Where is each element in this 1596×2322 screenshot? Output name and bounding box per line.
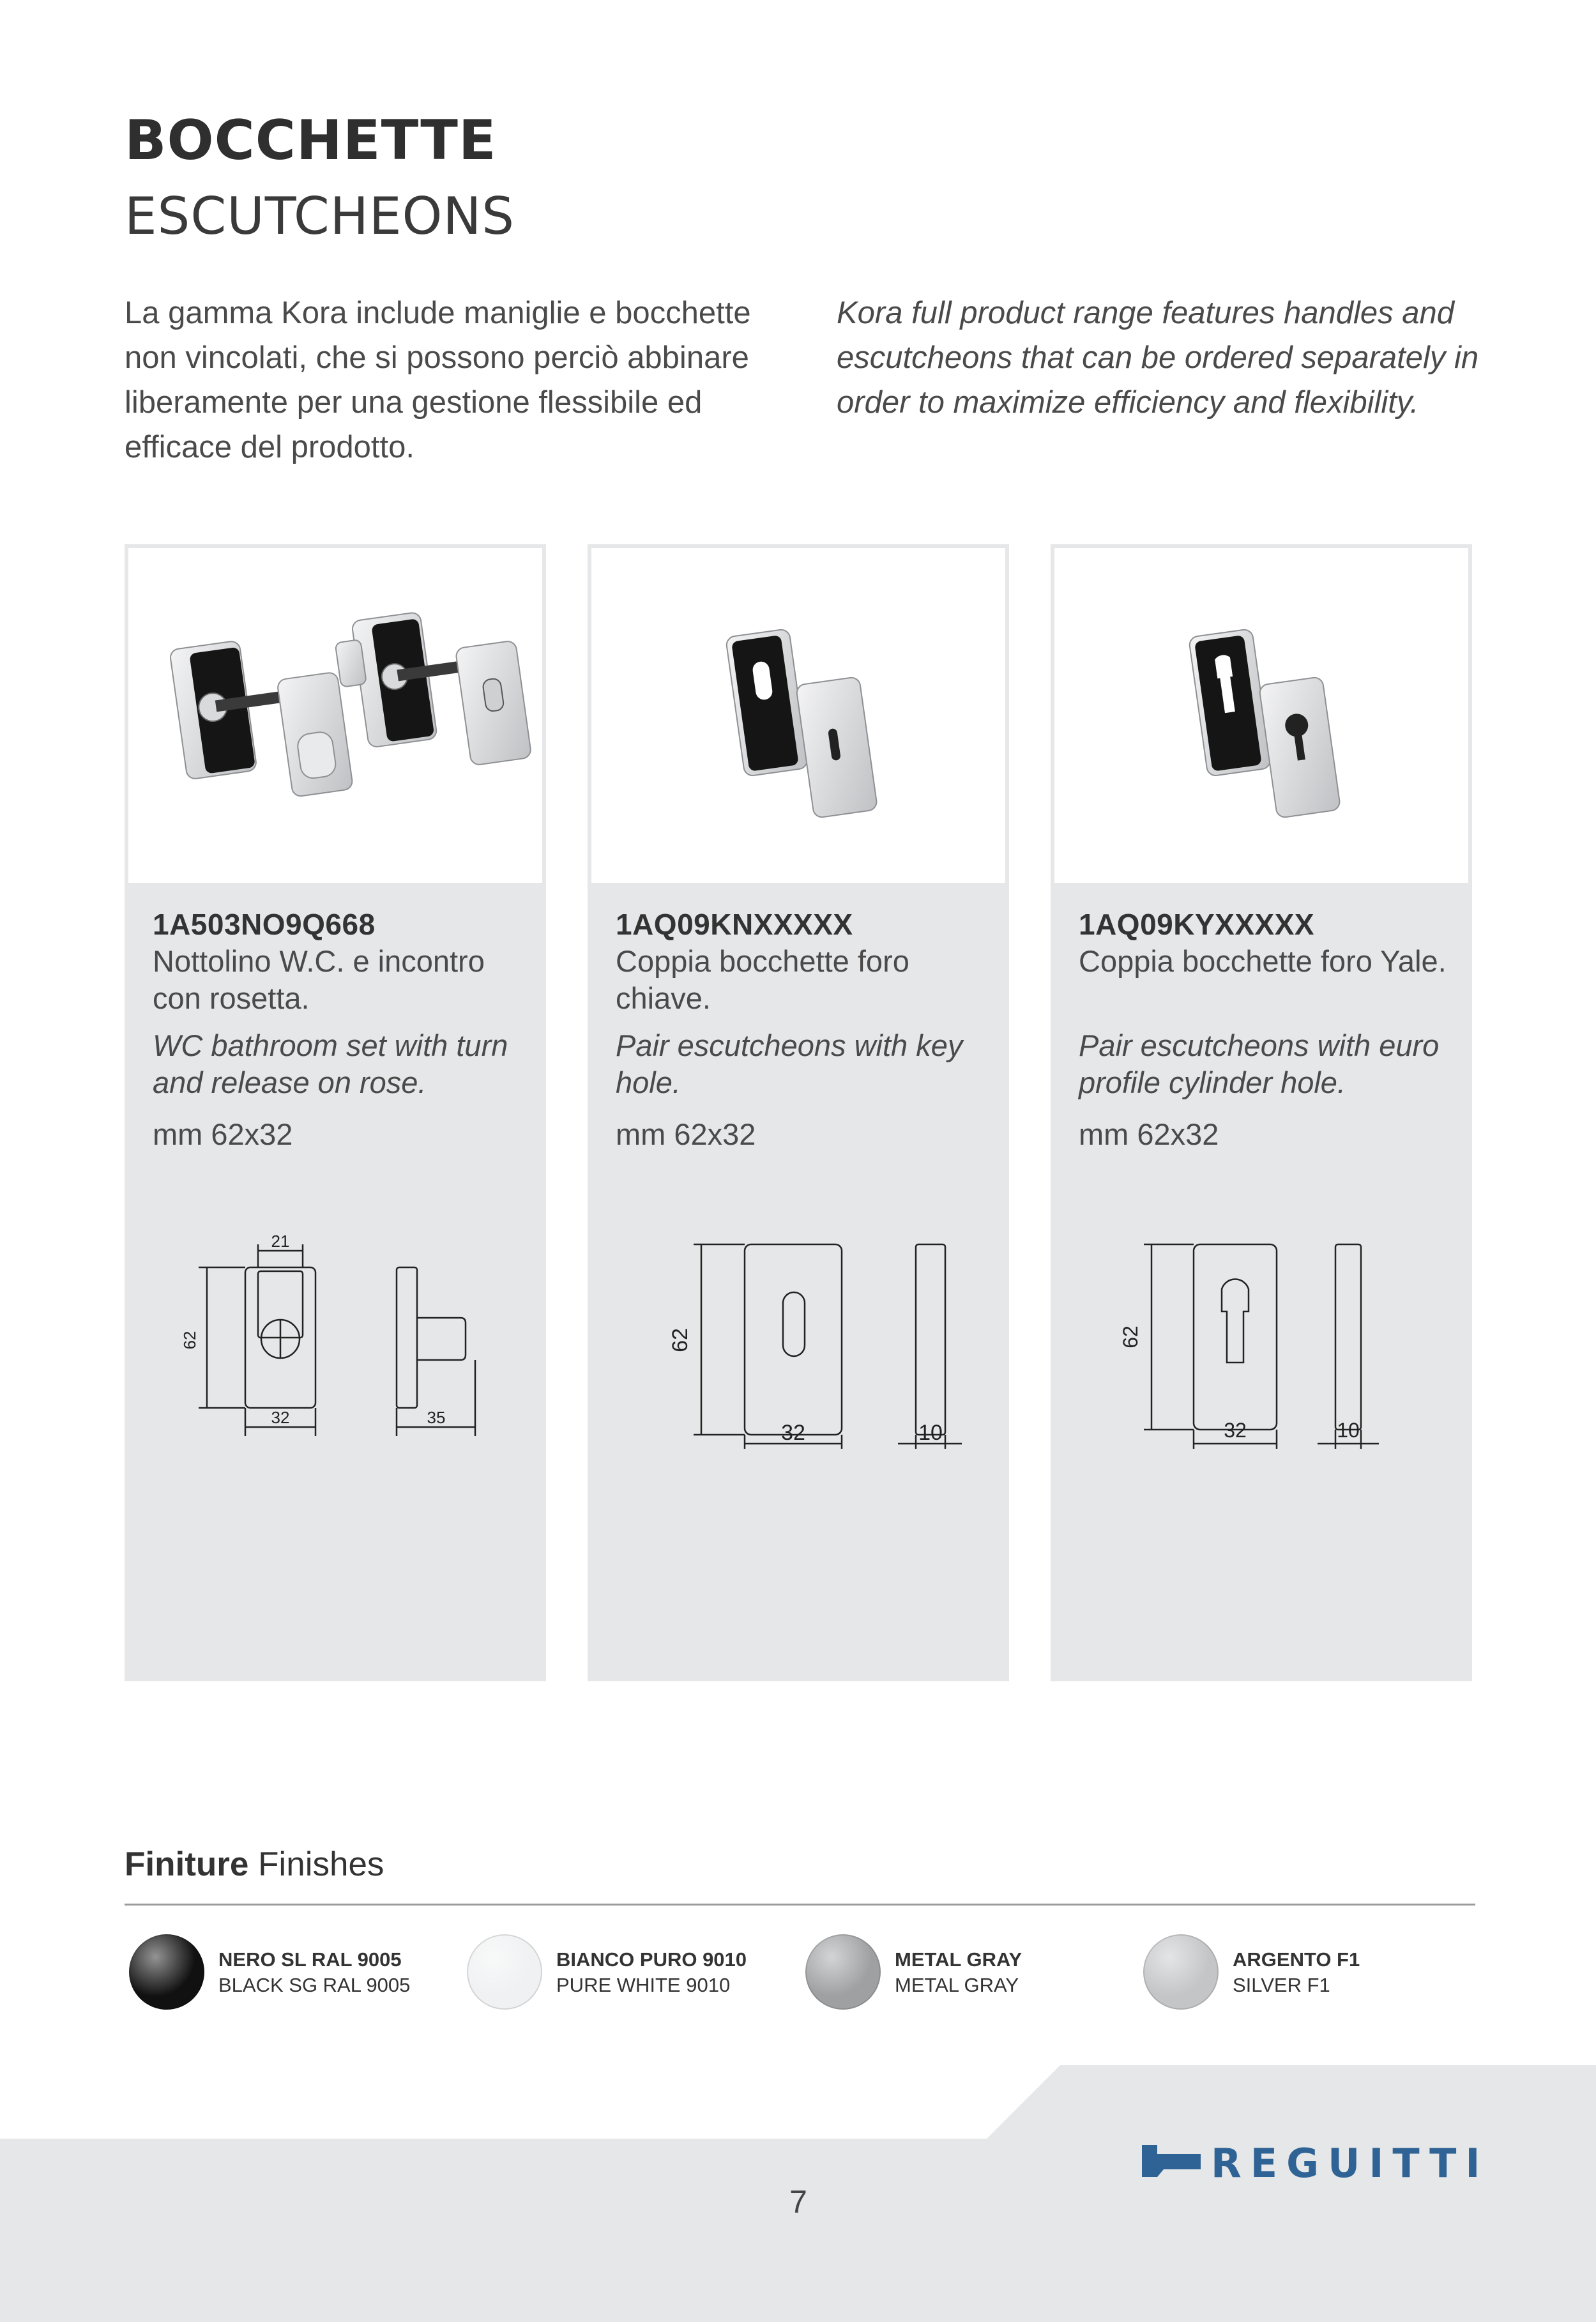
intro-english: Kora full product range features handles and escutcheons that can be ordered separately in order to maximize efficiency and flexibility.: [837, 296, 1479, 420]
technical-drawing: [591, 1238, 1005, 1445]
finishes-title: [125, 1845, 384, 1884]
intro-italian: La gamma Kora include maniglie e bocchette non vincolati, che si possono perciò abbinare liberamente per una gestione flessibile ed efficace del prodotto.: [125, 296, 751, 464]
finish-name-en: PURE WHITE 9010: [556, 1974, 731, 1996]
product-photo: [1054, 548, 1468, 883]
product-description-en: WC bathroom set with turn and release on rose.: [153, 1028, 508, 1099]
finish-swatch: [129, 1934, 204, 2010]
dim-top: 21: [271, 1232, 290, 1251]
finish-name: ARGENTO F1: [1233, 1948, 1360, 1971]
finish-name: NERO SL RAL 9005: [218, 1948, 402, 1971]
dim-width: 32: [1224, 1419, 1247, 1442]
logo-mark-icon: [1142, 2145, 1201, 2177]
finishes-title-it: Finiture: [125, 1845, 249, 1883]
product-photo: [128, 548, 542, 883]
product-size: mm 62x32: [1079, 1117, 1219, 1151]
finish-name: BIANCO PURO 9010: [556, 1948, 747, 1971]
finish-name: METAL GRAY: [895, 1948, 1022, 1971]
dim-depth: 35: [427, 1408, 446, 1427]
dim-depth: 10: [918, 1421, 943, 1445]
product-size: mm 62x32: [616, 1117, 756, 1151]
product-description-it: Nottolino W.C. e incontro con rosetta.: [153, 944, 485, 1015]
finish-swatch: [805, 1934, 881, 2010]
finish-name-en: METAL GRAY: [895, 1974, 1019, 1996]
product-card-wc-set: [125, 544, 546, 1681]
product-description-it: Coppia bocchette foro chiave.: [616, 944, 909, 1015]
product-card-yale-escutcheons: [1051, 544, 1472, 1681]
yale-escutcheon-image: [1054, 548, 1468, 883]
finish-swatch: [1143, 1934, 1219, 2010]
page-number: 7: [789, 2184, 807, 2220]
product-card-key-escutcheons: [588, 544, 1009, 1681]
dim-width: 32: [781, 1421, 805, 1445]
product-code: 1AQ09KYXXXXX: [1079, 908, 1315, 941]
brand-name: REGUITTI: [1211, 2140, 1489, 2187]
finish-name-en: SILVER F1: [1233, 1974, 1330, 1996]
page-title: BOCCHETTE: [125, 109, 497, 172]
product-description-it: Coppia bocchette foro Yale.: [1079, 944, 1447, 978]
product-code: 1AQ09KNXXXXX: [616, 908, 853, 941]
finish-name-en: BLACK SG RAL 9005: [218, 1974, 411, 1996]
technical-drawing: [1054, 1238, 1468, 1442]
finishes-divider: [125, 1904, 1475, 1906]
technical-drawing: [128, 1232, 542, 1430]
product-description-en: Pair escutcheons with euro profile cylinder hole.: [1079, 1028, 1440, 1099]
dim-height: 62: [668, 1328, 692, 1352]
wc-set-image: [128, 548, 542, 883]
product-size: mm 62x32: [153, 1117, 293, 1151]
finish-swatch: [467, 1934, 542, 2010]
product-description-en: Pair escutcheons with key hole.: [616, 1028, 963, 1099]
product-code: 1A503NO9Q668: [153, 908, 376, 941]
dim-height: 62: [180, 1331, 199, 1350]
page-subtitle: ESCUTCHEONS: [125, 187, 515, 246]
finishes-title-en: Finishes: [258, 1845, 384, 1883]
product-photo: [591, 548, 1005, 883]
reguitti-logo: [1142, 2140, 1487, 2185]
dim-width: 32: [271, 1408, 290, 1427]
dim-depth: 10: [1337, 1419, 1360, 1442]
key-escutcheon-image: [591, 548, 1005, 883]
dim-height: 62: [1119, 1325, 1142, 1348]
